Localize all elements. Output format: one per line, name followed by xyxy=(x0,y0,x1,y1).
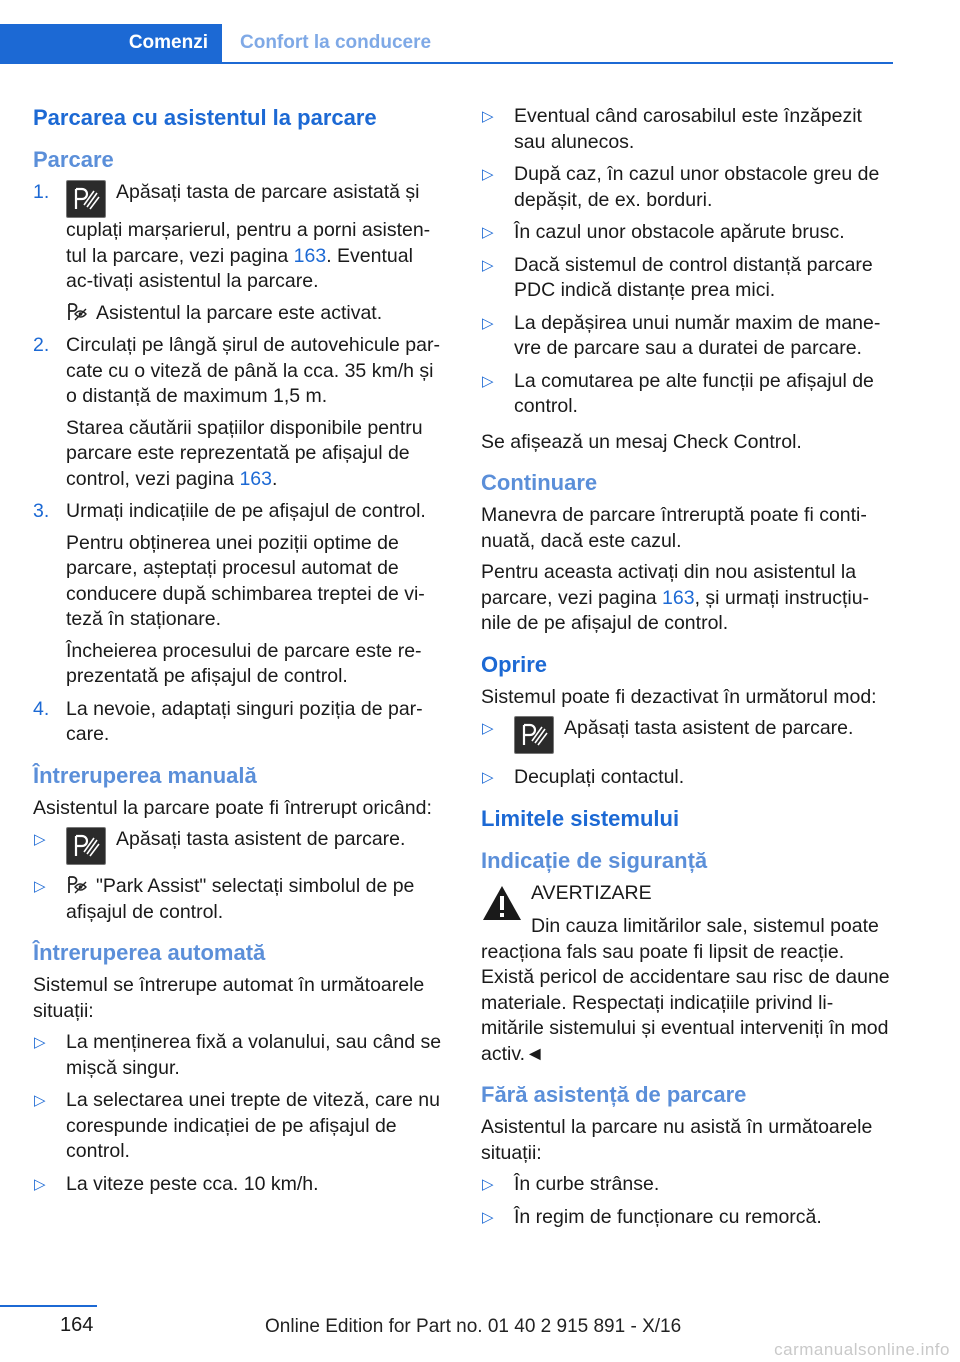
parking-steps xyxy=(33,180,443,748)
triangle-bullet-icon: ▷ xyxy=(482,769,494,786)
triangle-bullet-icon: ▷ xyxy=(482,720,494,737)
triangle-bullet-icon: ▷ xyxy=(482,372,494,390)
triangle-bullet-icon: ▷ xyxy=(482,108,494,125)
park-assist-key-icon xyxy=(66,180,106,218)
list-item: ▷ În regim de funcționare cu remorcă. xyxy=(481,1205,896,1231)
subheading-intrerupere-manuala: Întreruperea manuală xyxy=(33,762,257,788)
step-4: 4. La nevoie, adaptați singuri poziția de par‐care. xyxy=(33,697,423,745)
list-item: ▷ Dacă sistemul de control distanță parcare PDC indică distanțe prea mici. xyxy=(482,253,873,301)
header-tab-bar xyxy=(0,24,893,64)
triangle-bullet-icon: ▷ xyxy=(34,1175,46,1193)
step-2: 2. Circulați pe lângă șirul de autovehicule par‐cate cu o viteză de până la cca. 35 km/h și o distanță de maximum 1,5 m. Starea căutării spațiilor disponibile pentru parcare este reprezentată pe afișajul de control, vezi pagina 163. xyxy=(33,334,440,490)
triangle-bullet-icon: ▷ xyxy=(34,1092,46,1109)
check-control-note: Se afișează un mesaj Check Control. xyxy=(481,430,802,453)
list-item: ▷ Eventual când carosabilul este înzăpezit sau alunecos. xyxy=(482,105,862,153)
list-item: ▷ La viteze peste cca. 10 km/h. xyxy=(33,1172,443,1198)
step-1: 1. Apăsați tasta de parcare asistată și cuplați marșarierul, pentru a porni asisten‐tul la parcare, vezi pagina 163. Eventual ac‐tivați asistentul la parcare. Asistentul la parcare este activat. xyxy=(33,181,431,324)
right-column: ▷ Eventual când carosabilul este înzăpezit sau alunecos. ▷ După caz, în cazul unor obstacole greu de depășit, de ex. borduri. ▷ În cazul unor obstacole apărute brusc. ▷ Dacă sistemul de control distanță parcare PDC indică distanțe prea mici. ▷ La depășirea unui număr maxim de mane‐vre de parcare sau a duratei de parcare. ▷ La comutarea pe alte funcții pe afișajul de control. Se afișează un mesaj Check Control. Continuare Manevra de parcare întreruptă poate fi conti‐nuată, dacă este cazul. Pentru aceasta activați din nou asistentul la parcare, vezi pagina 163, și urmați instrucțiu‐nile de pe afișajul de control. Oprire Sistemul poate fi dezactivat în următorul mod: ▷ Apăsați tasta asistent de parcare. ▷ Decuplați contactul. Limitele sistemului Indicație de siguranță AVERTIZARE Din cauza limitărilor sale, sistemul poate reacționa fals sau poate fi lipsit de reacție. Există pericol de accidentare sau risc de daune materiale. Respectați indicațiile privind li‐mitările sistemului și eventual interveniți în mod activ.◄ Fără asistență de parcare Asistentul la parcare nu asistă în următoarele situații: ▷ În curbe strânse. ▷ În regim de funcționare cu remorcă. xyxy=(481,104,896,1240)
list-item: ▷ Decuplați contactul. xyxy=(481,765,896,791)
park-assist-key-icon xyxy=(514,716,554,754)
section-title-parcarea: Parcarea cu asistentul la parcare xyxy=(33,105,377,130)
triangle-bullet-icon: ▷ xyxy=(34,1034,46,1051)
page-link-163[interactable]: 163 xyxy=(662,586,695,609)
page-link-163[interactable]: 163 xyxy=(239,467,272,490)
section-title-limite: Limitele sistemului xyxy=(481,805,680,831)
list-item: ▷ La menținerea fixă a volanului, sau când se mișcă singur. xyxy=(34,1031,442,1079)
triangle-bullet-icon: ▷ xyxy=(482,1208,494,1226)
triangle-bullet-icon: ▷ xyxy=(34,831,46,848)
subheading-oprire: Oprire xyxy=(481,651,548,677)
list-item: ▷ Apăsați tasta asistent de parcare. xyxy=(33,827,443,867)
list-item: ▷ La comutarea pe alte funcții pe afișajul de control. xyxy=(482,369,874,417)
tab-confort-la-conducere[interactable]: Confort la conducere xyxy=(240,32,432,53)
manual-stop-list xyxy=(33,827,443,925)
triangle-bullet-icon: ▷ xyxy=(482,1176,494,1193)
step-3: 3. Urmați indicațiile de pe afișajul de control. Pentru obținerea unei poziții optime de parcare, așteptați procesul automat de conducere după schimbarea treptei de vi‐teză în staționare. Încheierea procesului de parcare este re‐prezentată pe afișajul de control. xyxy=(33,500,426,687)
triangle-bullet-icon: ▷ xyxy=(482,314,494,332)
edition-info: Online Edition for Part no. 01 40 2 915 891 - X/16 xyxy=(265,1316,682,1337)
park-assist-active-icon xyxy=(66,875,88,895)
stop-list xyxy=(481,716,896,791)
subheading-indicatie-siguranta: Indicație de siguranță xyxy=(481,847,708,873)
tab-comenzi[interactable]: Comenzi xyxy=(0,24,222,62)
triangle-bullet-icon: ▷ xyxy=(482,224,494,241)
list-item: ▷ După caz, în cazul unor obstacole greu de depășit, de ex. borduri. xyxy=(482,163,880,211)
list-item: ▷ La depășirea unui număr maxim de mane‐vre de parcare sau a duratei de parcare. xyxy=(482,311,881,359)
subheading-fara-asistenta: Fără asistență de parcare xyxy=(481,1082,747,1107)
subheading-parcare: Parcare xyxy=(33,147,114,172)
watermark: carmanualsonline.info xyxy=(774,1340,950,1359)
auto-stop-list-continued xyxy=(481,104,896,420)
page-number: 164 xyxy=(60,1314,94,1336)
triangle-bullet-icon: ▷ xyxy=(482,166,494,183)
list-item: ▷ Apăsați tasta asistent de parcare. xyxy=(481,716,896,758)
no-assist-list xyxy=(481,1172,896,1230)
warning-triangle-icon xyxy=(481,883,523,923)
list-item: ▷ În curbe strânse. xyxy=(481,1172,896,1198)
list-item: ▷ "Park Assist" selectați simbolul de pe afișajul de control. xyxy=(34,875,415,923)
footer-rule xyxy=(0,1305,97,1307)
list-item: ▷ La selectarea unei trepte de viteză, care nu corespunde indicației de pe afișajul de control. xyxy=(34,1089,440,1162)
subheading-intrerupere-automata: Întreruperea automată xyxy=(33,940,266,965)
list-item: ▷ În cazul unor obstacole apărute brusc. xyxy=(481,220,896,246)
park-assist-active-icon xyxy=(66,302,88,322)
triangle-bullet-icon: ▷ xyxy=(482,256,494,274)
subheading-continuare: Continuare xyxy=(481,470,598,495)
triangle-bullet-icon: ▷ xyxy=(34,878,46,895)
park-assist-key-icon xyxy=(66,827,106,865)
warning-block: AVERTIZARE Din cauza limitărilor sale, sistemul poate xyxy=(481,881,896,940)
auto-stop-list xyxy=(33,1030,443,1197)
left-column: Parcarea cu asistentul la parcare Parcare 1. Apăsați tasta de parcare asistată și cuplați marșarierul, pentru a porni asisten‐tul la parcare, vezi pagina 163. Eventual ac‐tivați asistentul la parcare. Asistentul la parcare este activat. 2. Circulați pe lângă șirul de autovehicule par‐cate cu o viteză de până la cca. 35 km/h și o distanță de maximum 1,5 m. Starea căutării spațiilor disponibile pentru parcare este reprezentată pe afișajul de control, vezi pagina 163. 3. Urmați indicațiile de pe afișajul de control. Pentru obținerea unei poziții optime de parcare, așteptați procesul automat de conducere după schimbarea treptei de vi‐teză în staționare. Încheierea procesului de parcare este re‐prezentată pe afișajul de control. 4. La nevoie, adaptați singuri poziția de par‐care. Întreruperea manuală Asistentul la parcare poate fi întrerupt oricând: ▷ Apăsați tasta asistent de parcare. ▷ "Park Assist" selectați simbolul de pe afișajul de control. Întreruperea automată Sistemul se întrerupe automat în următoarele situații: ▷ La menținerea fixă a volanului, sau când se mișcă singur. ▷ La selectarea unei trepte de viteză, care nu corespunde indicației de pe afișajul de control. ▷ La viteze peste cca. 10 km/h. xyxy=(33,100,443,1207)
page-link-163[interactable]: 163 xyxy=(293,244,327,267)
